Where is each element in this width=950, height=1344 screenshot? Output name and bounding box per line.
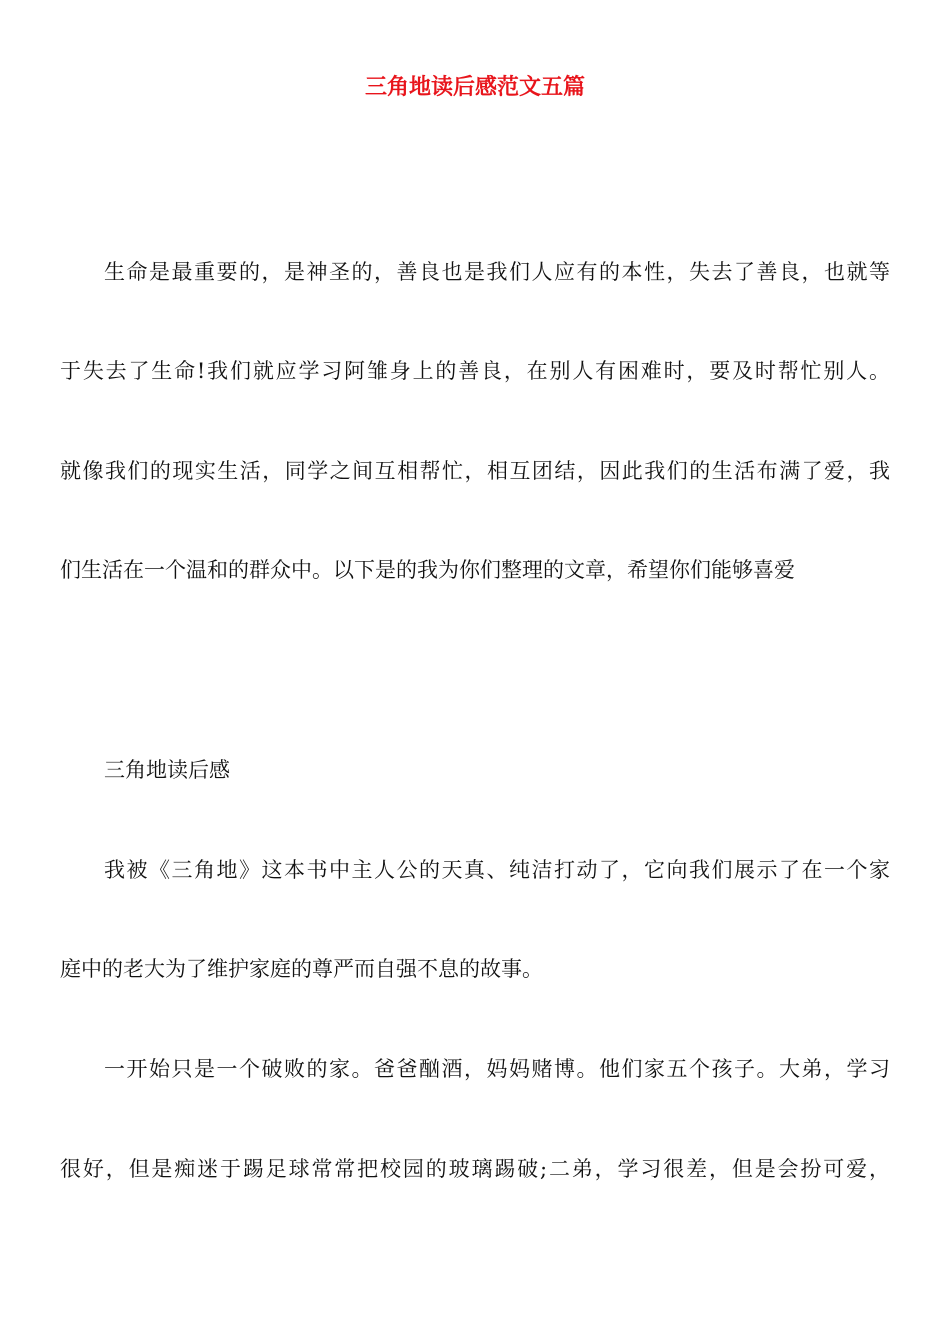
intro-line-4: 们生活在一个温和的群众中。以下是的我为你们整理的文章，希望你们能够喜爱	[60, 558, 795, 582]
document-title: 三角地读后感范文五篇	[364, 75, 585, 100]
intro-line-1: 生命是最重要的，是神圣的，善良也是我们人应有的本性，失去了善良，也就等	[104, 260, 890, 284]
para2-line-1: 一开始只是一个破败的家。爸爸酗酒，妈妈赌博。他们家五个孩子。大弟，学习	[104, 1057, 890, 1081]
intro-line-3: 就像我们的现实生活，同学之间互相帮忙，相互团结，因此我们的生活布满了爱，我	[60, 459, 890, 483]
section-heading: 三角地读后感	[104, 758, 230, 782]
para1-line-1: 我被《三角地》这本书中主人公的天真、纯洁打动了，它向我们展示了在一个家	[104, 858, 890, 882]
para1-line-2: 庭中的老大为了维护家庭的尊严而自强不息的故事。	[60, 957, 543, 981]
para2-line-2: 很好，但是痴迷于踢足球常常把校园的玻璃踢破;二弟，学习很差，但是会扮可爱，	[60, 1157, 890, 1181]
intro-line-2: 于失去了生命!我们就应学习阿雏身上的善良，在别人有困难时，要及时帮忙别人。	[60, 359, 890, 383]
